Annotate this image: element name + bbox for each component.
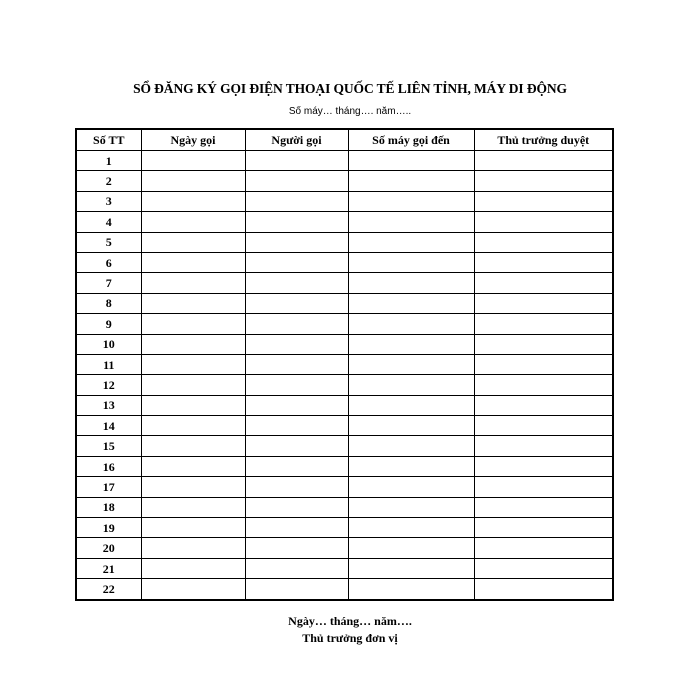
cell-nguoi-goi[interactable] xyxy=(245,518,348,538)
column-header-stt: Số TT xyxy=(76,129,141,151)
cell-ngay-goi[interactable] xyxy=(141,212,245,232)
table-row xyxy=(76,436,613,456)
cell-stt: 2 xyxy=(76,171,141,191)
table-row xyxy=(76,395,613,415)
cell-nguoi-goi[interactable] xyxy=(245,212,348,232)
table-row xyxy=(76,538,613,558)
cell-nguoi-goi[interactable] xyxy=(245,171,348,191)
cell-nguoi-goi[interactable] xyxy=(245,436,348,456)
document-subtitle: Số máy… tháng…. năm….. xyxy=(288,106,412,117)
cell-thu-truong-duyet[interactable] xyxy=(474,518,613,538)
cell-nguoi-goi[interactable] xyxy=(245,191,348,211)
cell-so-may-goi-den[interactable] xyxy=(348,191,474,211)
cell-ngay-goi[interactable] xyxy=(141,477,245,497)
cell-stt: 3 xyxy=(76,191,141,211)
cell-nguoi-goi[interactable] xyxy=(245,395,348,415)
cell-nguoi-goi[interactable] xyxy=(245,273,348,293)
cell-so-may-goi-den[interactable] xyxy=(348,375,474,395)
table-row xyxy=(76,354,613,374)
cell-nguoi-goi[interactable] xyxy=(245,579,348,600)
cell-so-may-goi-den[interactable] xyxy=(348,456,474,476)
cell-so-may-goi-den[interactable] xyxy=(348,579,474,600)
table-row xyxy=(76,375,613,395)
cell-nguoi-goi[interactable] xyxy=(245,477,348,497)
cell-stt: 8 xyxy=(76,293,141,313)
column-header-so-may-goi-den: Số máy gọi đến xyxy=(348,129,474,151)
cell-stt: 13 xyxy=(76,395,141,415)
table-row xyxy=(76,579,613,600)
cell-so-may-goi-den[interactable] xyxy=(348,171,474,191)
cell-stt: 22 xyxy=(76,579,141,600)
cell-thu-truong-duyet[interactable] xyxy=(474,375,613,395)
cell-so-may-goi-den[interactable] xyxy=(348,354,474,374)
cell-thu-truong-duyet[interactable] xyxy=(474,151,613,171)
cell-thu-truong-duyet[interactable] xyxy=(474,538,613,558)
cell-ngay-goi[interactable] xyxy=(141,518,245,538)
cell-so-may-goi-den[interactable] xyxy=(348,518,474,538)
cell-thu-truong-duyet[interactable] xyxy=(474,252,613,272)
cell-so-may-goi-den[interactable] xyxy=(348,538,474,558)
table-row xyxy=(76,518,613,538)
cell-nguoi-goi[interactable] xyxy=(245,252,348,272)
cell-nguoi-goi[interactable] xyxy=(245,354,348,374)
cell-so-may-goi-den[interactable] xyxy=(348,436,474,456)
cell-ngay-goi[interactable] xyxy=(141,375,245,395)
cell-nguoi-goi[interactable] xyxy=(245,334,348,354)
table-row xyxy=(76,191,613,211)
cell-nguoi-goi[interactable] xyxy=(245,456,348,476)
cell-thu-truong-duyet[interactable] xyxy=(474,436,613,456)
cell-ngay-goi[interactable] xyxy=(141,232,245,252)
cell-ngay-goi[interactable] xyxy=(141,456,245,476)
cell-ngay-goi[interactable] xyxy=(141,416,245,436)
cell-so-may-goi-den[interactable] xyxy=(348,497,474,517)
cell-so-may-goi-den[interactable] xyxy=(348,477,474,497)
cell-ngay-goi[interactable] xyxy=(141,436,245,456)
cell-thu-truong-duyet[interactable] xyxy=(474,477,613,497)
cell-stt: 7 xyxy=(76,273,141,293)
cell-so-may-goi-den[interactable] xyxy=(348,151,474,171)
cell-stt: 19 xyxy=(76,518,141,538)
cell-stt: 17 xyxy=(76,477,141,497)
column-header-nguoi-goi: Người gọi xyxy=(245,129,348,151)
cell-thu-truong-duyet[interactable] xyxy=(474,558,613,578)
cell-stt: 4 xyxy=(76,212,141,232)
column-header-thu-truong-duyet: Thủ trưởng duyệt xyxy=(474,129,613,151)
table-row xyxy=(76,456,613,476)
cell-ngay-goi[interactable] xyxy=(141,151,245,171)
cell-thu-truong-duyet[interactable] xyxy=(474,273,613,293)
cell-ngay-goi[interactable] xyxy=(141,252,245,272)
cell-stt: 6 xyxy=(76,252,141,272)
cell-nguoi-goi[interactable] xyxy=(245,293,348,313)
cell-stt: 21 xyxy=(76,558,141,578)
table-row xyxy=(76,252,613,272)
cell-stt: 10 xyxy=(76,334,141,354)
cell-thu-truong-duyet[interactable] xyxy=(474,456,613,476)
cell-ngay-goi[interactable] xyxy=(141,538,245,558)
cell-thu-truong-duyet[interactable] xyxy=(474,212,613,232)
cell-ngay-goi[interactable] xyxy=(141,293,245,313)
cell-nguoi-goi[interactable] xyxy=(245,314,348,334)
cell-thu-truong-duyet[interactable] xyxy=(474,293,613,313)
table-row xyxy=(76,293,613,313)
call-register-table xyxy=(75,128,614,601)
cell-stt: 1 xyxy=(76,151,141,171)
cell-thu-truong-duyet[interactable] xyxy=(474,395,613,415)
cell-ngay-goi[interactable] xyxy=(141,395,245,415)
cell-so-may-goi-den[interactable] xyxy=(348,273,474,293)
table-row xyxy=(76,212,613,232)
cell-stt: 9 xyxy=(76,314,141,334)
cell-so-may-goi-den[interactable] xyxy=(348,293,474,313)
table-header-row xyxy=(76,129,613,151)
cell-nguoi-goi[interactable] xyxy=(245,232,348,252)
cell-stt: 15 xyxy=(76,436,141,456)
cell-so-may-goi-den[interactable] xyxy=(348,252,474,272)
cell-nguoi-goi[interactable] xyxy=(245,497,348,517)
footer-date-line: Ngày… tháng… năm…. xyxy=(288,614,412,628)
table-row xyxy=(76,314,613,334)
cell-ngay-goi[interactable] xyxy=(141,497,245,517)
table-body xyxy=(76,151,613,600)
cell-ngay-goi[interactable] xyxy=(141,171,245,191)
table-row xyxy=(76,558,613,578)
cell-stt: 18 xyxy=(76,497,141,517)
cell-thu-truong-duyet[interactable] xyxy=(474,314,613,334)
cell-so-may-goi-den[interactable] xyxy=(348,416,474,436)
cell-nguoi-goi[interactable] xyxy=(245,375,348,395)
table-row xyxy=(76,273,613,293)
cell-ngay-goi[interactable] xyxy=(141,191,245,211)
cell-nguoi-goi[interactable] xyxy=(245,558,348,578)
table-row xyxy=(76,232,613,252)
cell-thu-truong-duyet[interactable] xyxy=(474,416,613,436)
cell-ngay-goi[interactable] xyxy=(141,314,245,334)
table-row xyxy=(76,151,613,171)
cell-stt: 20 xyxy=(76,538,141,558)
cell-thu-truong-duyet[interactable] xyxy=(474,232,613,252)
cell-nguoi-goi[interactable] xyxy=(245,416,348,436)
cell-thu-truong-duyet[interactable] xyxy=(474,354,613,374)
table-row xyxy=(76,477,613,497)
cell-so-may-goi-den[interactable] xyxy=(348,212,474,232)
cell-so-may-goi-den[interactable] xyxy=(348,334,474,354)
cell-thu-truong-duyet[interactable] xyxy=(474,334,613,354)
cell-so-may-goi-den[interactable] xyxy=(348,395,474,415)
cell-ngay-goi[interactable] xyxy=(141,579,245,600)
document-title: SỔ ĐĂNG KÝ GỌI ĐIỆN THOẠI QUỐC TẾ LIÊN TỈNH, MÁY DI ĐỘNG xyxy=(133,81,567,96)
cell-stt: 12 xyxy=(76,375,141,395)
cell-thu-truong-duyet[interactable] xyxy=(474,497,613,517)
table-row xyxy=(76,171,613,191)
column-header-ngay-goi: Ngày gọi xyxy=(141,129,245,151)
cell-ngay-goi[interactable] xyxy=(141,334,245,354)
cell-ngay-goi[interactable] xyxy=(141,558,245,578)
cell-thu-truong-duyet[interactable] xyxy=(474,191,613,211)
cell-stt: 14 xyxy=(76,416,141,436)
cell-so-may-goi-den[interactable] xyxy=(348,558,474,578)
cell-stt: 16 xyxy=(76,456,141,476)
cell-nguoi-goi[interactable] xyxy=(245,151,348,171)
table-row xyxy=(76,334,613,354)
table-row xyxy=(76,497,613,517)
cell-ngay-goi[interactable] xyxy=(141,354,245,374)
cell-stt: 5 xyxy=(76,232,141,252)
cell-thu-truong-duyet[interactable] xyxy=(474,579,613,600)
cell-stt: 11 xyxy=(76,354,141,374)
cell-so-may-goi-den[interactable] xyxy=(348,232,474,252)
cell-thu-truong-duyet[interactable] xyxy=(474,171,613,191)
footer-signature-label: Thủ trưởng đơn vị xyxy=(302,631,398,645)
cell-nguoi-goi[interactable] xyxy=(245,538,348,558)
table-row xyxy=(76,416,613,436)
cell-ngay-goi[interactable] xyxy=(141,273,245,293)
cell-so-may-goi-den[interactable] xyxy=(348,314,474,334)
